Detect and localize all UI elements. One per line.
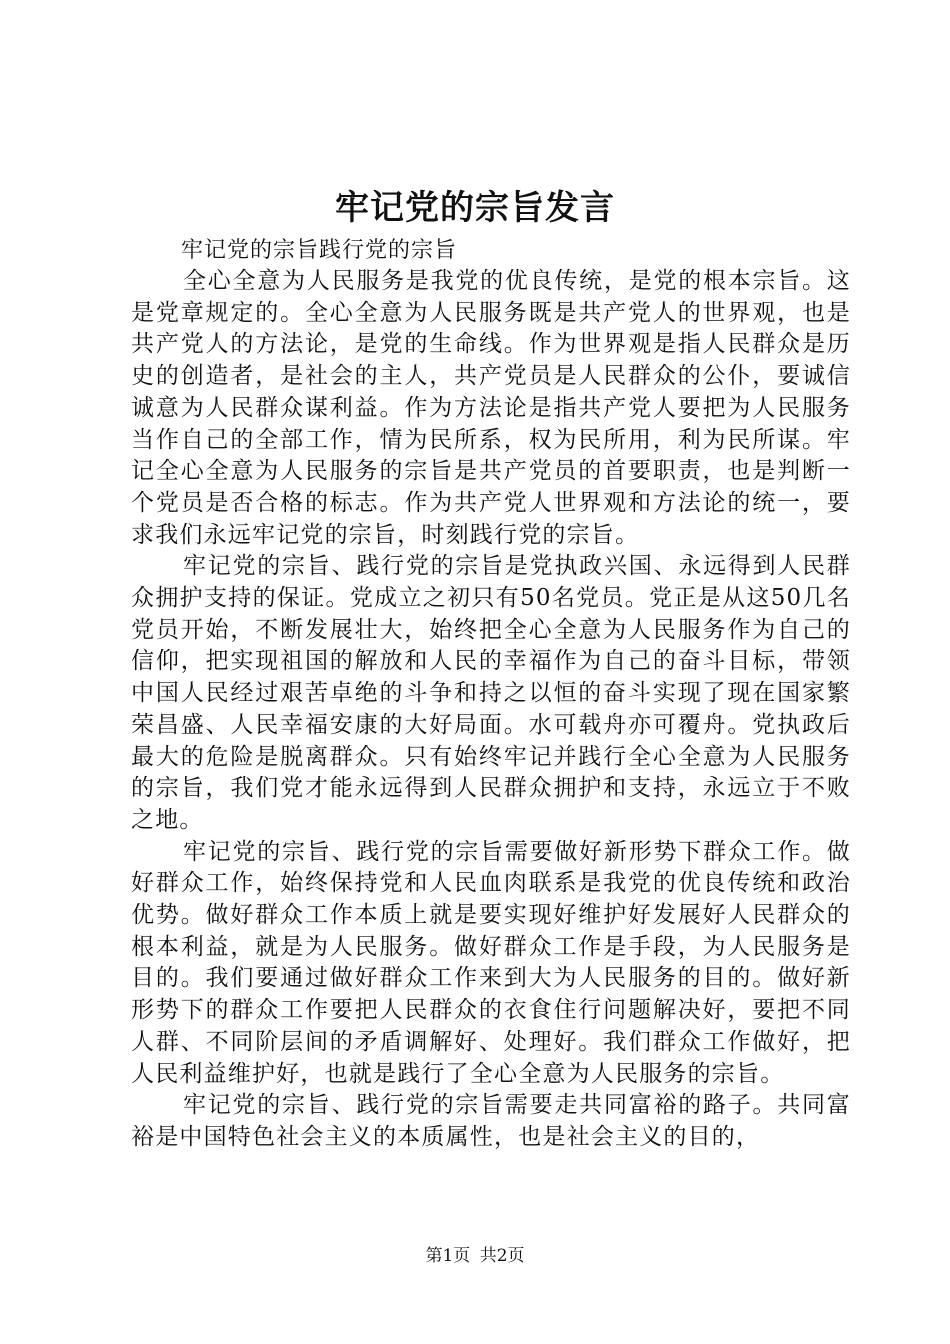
page-number: 第1页 — [425, 1246, 471, 1266]
paragraph-3: 牢记党的宗旨、践行党的宗旨需要做好新形势下群众工作。做好群众工作，始终保持党和人民血肉联系是我党的优良传统和政治优势。做好群众工作本质上就是要实现好维护好发展好人民群众的根本利益，就是为人民服务。做好群众工作是手段，为人民服务是目的。我们要通过做好群众工作来到大为人民服务的目的。做好新形势下的群众工作要把人民群众的衣食住行问题解决好，要把不同人群、不同阶层间的矛盾调解好、处理好。我们群众工作做好，把人民利益维护好，也就是践行了全心全意为人民服务的宗旨。 — [131, 838, 851, 1087]
page-footer — [0, 1244, 950, 1268]
paragraph-4: 牢记党的宗旨、践行党的宗旨需要走共同富裕的路子。共同富裕是中国特色社会主义的本质属性，也是社会主义的目的， — [131, 1092, 851, 1150]
document-subtitle: 牢记党的宗旨践行党的宗旨 — [181, 238, 458, 263]
paragraph-1: 全心全意为人民服务是我党的优良传统，是党的根本宗旨。这是党章规定的。全心全意为人民服务既是共产党人的世界观，也是共产党人的方法论，是党的生命线。作为世界观是指人民群众是历史的创造者，是社会的主人，共产党员是人民群众的公仆，要诚信诚意为人民群众谋利益。作为方法论是指共产党人要把为人民服务当作自己的全部工作，情为民所系，权为民所用，利为民所谋。牢记全心全意为人民服务的宗旨是共产党员的首要职责，也是判断一个党员是否合格的标志。作为共产党人世界观和方法论的统一，要求我们永远牢记党的宗旨，时刻践行党的宗旨。 — [131, 268, 851, 548]
paragraph-2: 牢记党的宗旨、践行党的宗旨是党执政兴国、永远得到人民群众拥护支持的保证。党成立之初只有50名党员。党正是从这50几名党员开始，不断发展壮大，始终把全心全意为人民服务作为自己的信仰，把实现祖国的解放和人民的幸福作为自己的奋斗目标，带领中国人民经过艰苦卓绝的斗争和持之以恒的奋斗实现了现在国家繁荣昌盛、人民幸福安康的大好局面。水可载舟亦可覆舟。党执政后最大的危险是脱离群众。只有始终牢记并践行全心全意为人民服务的宗旨，我们党才能永远得到人民群众拥护和支持，永远立于不败之地。 — [131, 553, 851, 833]
document-body — [131, 235, 851, 1154]
document-title: 牢记党的宗旨发言 — [335, 188, 615, 228]
page-total: 共2页 — [479, 1246, 525, 1266]
